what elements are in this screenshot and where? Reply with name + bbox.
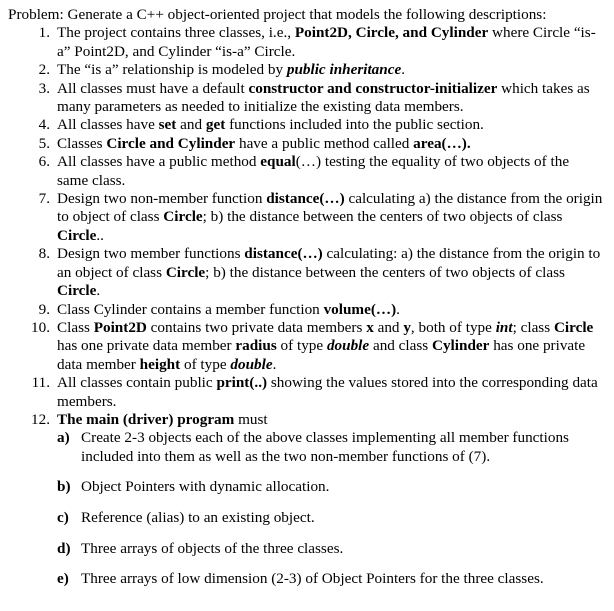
text-run: .	[401, 61, 405, 79]
requirement-item	[8, 374, 604, 411]
emphasized-text: Cylinder	[432, 337, 490, 355]
text-run: which takes as many parameters as needed to initialize the existing data members.	[57, 79, 590, 116]
sub-requirement-list	[57, 429, 604, 588]
text-run: The “is a” relationship is modeled by	[57, 61, 287, 79]
text-run: where Circle “is-a” Point2D, and Cylinder “is-a” Circle.	[57, 24, 596, 60]
item-text	[57, 61, 405, 78]
text-run: Design two member functions	[57, 245, 245, 263]
text-run: ; class	[512, 318, 554, 336]
text-run: showing the values stored into the corresponding data members.	[57, 374, 598, 410]
text-run: functions included into the public section.	[225, 116, 484, 134]
item-number: 6.	[38, 153, 50, 171]
text-run: All classes have a public method	[57, 153, 261, 171]
emphasized-text: volume(…)	[323, 300, 397, 318]
emphasized-text: print(..)	[216, 374, 268, 392]
sub-item-text: Three arrays of objects of the three classes.	[81, 539, 344, 557]
item-number: 5.	[38, 134, 50, 152]
emphasized-text: double	[230, 355, 273, 373]
emphasized-text: double	[326, 337, 370, 355]
text-run: has one private data member	[57, 337, 586, 373]
text-run: (…) testing the equality of two objects of the same class.	[57, 153, 570, 189]
emphasized-text: int	[495, 318, 513, 336]
text-run: .	[396, 300, 400, 318]
text-run: All classes have	[57, 116, 159, 134]
text-run: ..	[96, 226, 104, 244]
text-run: .	[96, 282, 101, 300]
text-run: ; b) the distance between the centers of two objects of class	[205, 263, 565, 281]
item-text	[57, 80, 590, 115]
requirement-item	[8, 301, 604, 319]
sub-requirement-item	[57, 570, 604, 588]
sub-item-letter: e)	[57, 570, 69, 588]
emphasized-text: Point2D	[93, 318, 147, 336]
text-run: All classes must have a default	[57, 79, 249, 97]
text-run: of type	[180, 355, 231, 373]
emphasized-text: constructor and constructor-initializer	[248, 79, 498, 97]
requirement-item	[8, 61, 604, 79]
item-number: 10.	[31, 318, 50, 336]
item-text	[57, 116, 484, 133]
emphasized-text: radius	[235, 337, 277, 355]
text-run: has one private data member	[57, 337, 236, 355]
item-number: 8.	[38, 245, 50, 263]
item-text	[57, 411, 268, 428]
emphasized-text: distance(…)	[244, 245, 323, 263]
requirements-list	[8, 24, 604, 588]
sub-item-text: Create 2-3 objects each of the above classes implementing all member functions included into them as well as the two non-member functions of (7).	[81, 429, 569, 465]
requirement-item	[8, 80, 604, 117]
problem-title: Problem: Generate a C++ object-oriented project that models the following descriptions:	[8, 6, 547, 23]
item-number: 1.	[38, 24, 50, 42]
item-number: 7.	[38, 190, 50, 208]
item-text	[57, 24, 596, 59]
text-run: of type	[276, 337, 327, 355]
text-run: calculating a) the distance from the origin to object of class	[57, 190, 603, 226]
requirement-item	[8, 245, 604, 300]
sub-requirement-item	[57, 540, 604, 558]
item-text	[57, 190, 602, 244]
text-run: , both of type	[410, 318, 496, 336]
sub-item-letter: d)	[57, 539, 71, 557]
emphasized-text: public inheritance	[286, 61, 402, 79]
requirement-item	[8, 153, 604, 190]
sub-item-text: Three arrays of low dimension (2-3) of Object Pointers for the three classes.	[81, 570, 544, 588]
emphasized-text: x	[366, 318, 374, 336]
text-run: Design two non-member function	[57, 190, 267, 208]
emphasized-text: set	[158, 116, 177, 134]
text-run: have a public method called	[235, 134, 414, 152]
text-run: All classes contain public	[57, 374, 217, 392]
requirement-item	[8, 116, 604, 134]
text-run: The project contains three classes, i.e.,	[57, 24, 295, 42]
item-number: 12.	[31, 410, 50, 428]
requirement-item	[8, 190, 604, 245]
item-text	[57, 153, 569, 188]
sub-requirement-item	[57, 478, 604, 496]
item-number: 9.	[38, 300, 50, 318]
emphasized-text: Circle	[57, 226, 97, 244]
emphasized-text: Circle	[553, 318, 594, 336]
item-number: 2.	[38, 61, 50, 79]
text-run: and	[373, 318, 404, 336]
item-text	[57, 301, 400, 318]
requirement-item	[8, 135, 604, 153]
sub-item-letter: b)	[57, 478, 71, 496]
emphasized-text: Circle	[163, 208, 203, 226]
sub-item-letter: c)	[57, 508, 69, 526]
item-number: 4.	[38, 116, 50, 134]
text-run: Classes	[57, 134, 107, 152]
item-text	[57, 245, 600, 299]
requirement-item	[8, 24, 604, 61]
sub-item-text: Object Pointers with dynamic allocation.	[81, 478, 330, 496]
text-run: .	[272, 355, 277, 373]
item-text	[57, 319, 593, 373]
sub-item-text: Reference (alias) to an existing object.	[81, 508, 315, 526]
text-run: and class	[369, 337, 432, 355]
item-number: 3.	[38, 79, 50, 97]
text-run: and	[176, 116, 206, 134]
text-run: must	[234, 410, 268, 428]
sub-item-letter: a)	[57, 429, 70, 447]
emphasized-text: equal	[260, 153, 296, 171]
item-text	[57, 374, 598, 409]
sub-requirement-item	[57, 429, 604, 466]
emphasized-text: Circle	[57, 282, 97, 300]
requirement-item	[8, 319, 604, 374]
emphasized-text: The main (driver) program	[57, 410, 235, 428]
item-text	[57, 135, 471, 152]
sub-requirement-item	[57, 509, 604, 527]
emphasized-text: area(…).	[413, 134, 471, 152]
emphasized-text: Circle	[165, 263, 206, 281]
emphasized-text: Circle and Cylinder	[106, 134, 236, 152]
emphasized-text: get	[205, 116, 226, 134]
item-number: 11.	[31, 374, 50, 392]
emphasized-text: y	[403, 318, 411, 336]
emphasized-text: height	[139, 355, 181, 373]
requirement-item	[8, 411, 604, 589]
text-run: Class	[57, 318, 94, 336]
text-run: contains two private data members	[146, 318, 367, 336]
text-run: ; b) the distance between the centers of two objects of class	[202, 208, 563, 226]
text-run: Class Cylinder contains a member function	[57, 300, 324, 318]
emphasized-text: distance(…)	[266, 190, 345, 208]
emphasized-text: Point2D, Circle, and Cylinder	[294, 24, 489, 42]
text-run: calculating: a) the distance from the origin to an object of class	[57, 245, 601, 281]
